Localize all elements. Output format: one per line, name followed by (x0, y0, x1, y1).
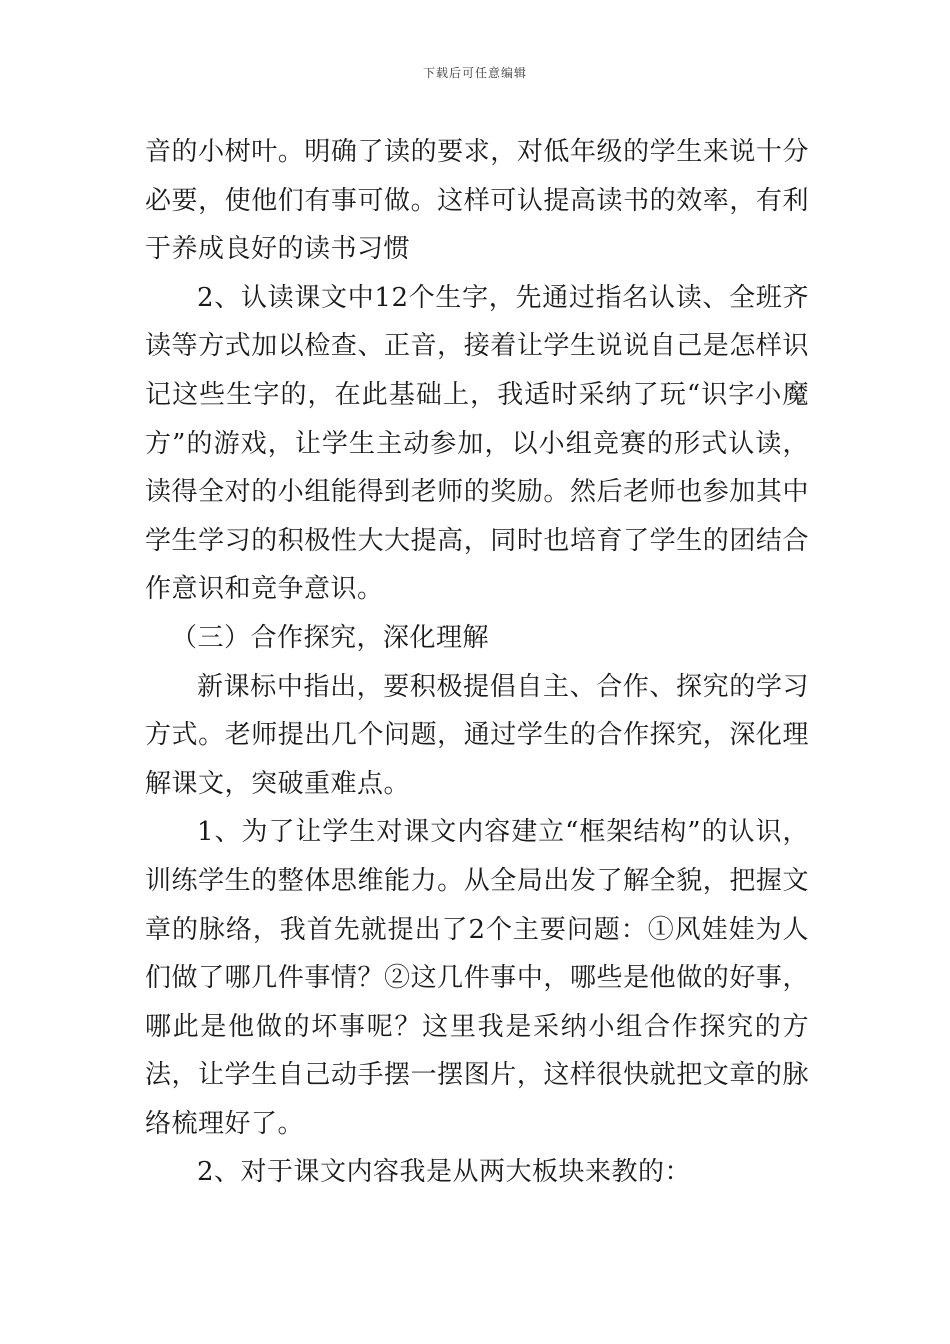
paragraph-reading-requirements: 音的小树叶。明确了读的要求，对低年级的学生来说十分必要，使他们有事可做。这样可认提高读书的效率，有利于养成良好的读书习惯 (145, 137, 809, 265)
paragraph-framework-structure: 1、为了让学生对课文内容建立“框架结构”的认识，训练学生的整体思维能力。从全局出发了解全貌，把握文章的脉络，我首先就提出了2个主要问题：①风娃娃为人们做了哪几件事情？②这几件事中，哪些是他做的好事，哪此是他做的坏事呢？这里我是采纳小组合作探究的方法，让学生自己动手摆一摆图片，这样很快就把文章的脉络梳理好了。 (145, 817, 809, 1139)
paragraph-character-recognition: 2、认读课文中12个生字，先通过指名认读、全班齐读等方式加以检查、正音，接着让学生说说自己是怎样识记这些生字的，在此基础上，我适时采纳了玩“识字小魔方”的游戏，让学生主动参加，以小组竞赛的形式认读，读得全对的小组能得到老师的奖励。然后老师也参加其中学生学习的积极性大大提高，同时也培育了学生的团结合作意识和竞争意识。 (145, 282, 809, 605)
section-heading-cooperative-inquiry: （三）合作探究，深化理解 (171, 622, 490, 653)
document-body (145, 128, 809, 1197)
paragraph-new-curriculum: 新课标中指出，要积极提倡自主、合作、探究的学习方式。老师提出几个问题，通过学生的合作探究，深化理解课文，突破重难点。 (145, 671, 809, 799)
page-header: 下载后可任意编辑 (422, 66, 527, 80)
paragraph-two-sections: 2、对于课文内容我是从两大板块来教的： (197, 1157, 692, 1188)
